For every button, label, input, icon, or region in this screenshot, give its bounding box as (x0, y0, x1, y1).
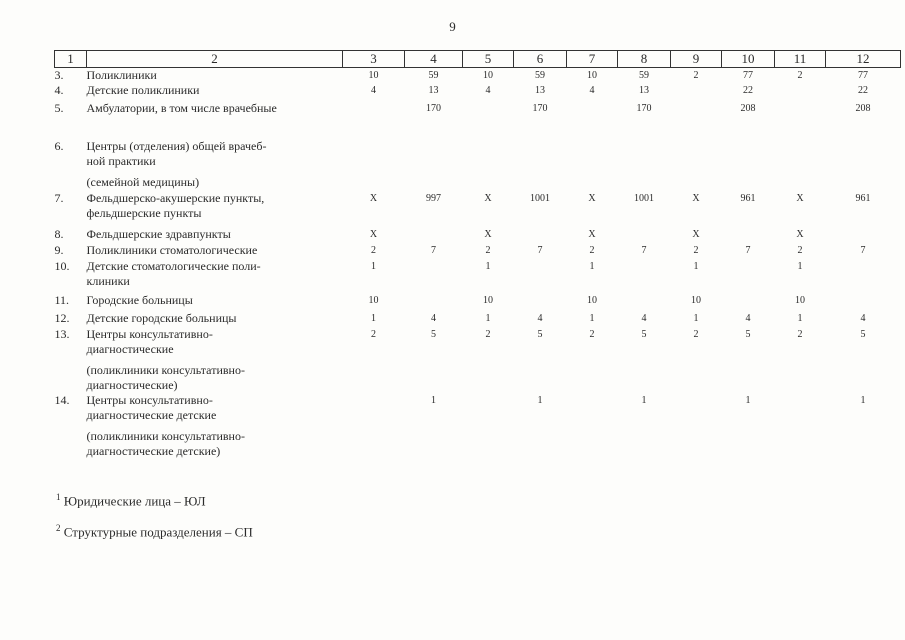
cell-col-9: X (692, 193, 700, 204)
cell-col-10: 5 (745, 329, 751, 340)
row-name (87, 68, 343, 84)
column-header-12: 12 (826, 51, 901, 68)
column-header-1: 1 (55, 51, 87, 68)
cell-col-7: X (588, 193, 596, 204)
cell-col-7: 1 (589, 261, 595, 272)
row-name (87, 293, 343, 311)
cell-col-6: 5 (537, 329, 543, 340)
column-header-11: 11 (775, 51, 826, 68)
table-row (55, 393, 901, 463)
row-name-line: Детские поликлиники (86, 83, 200, 97)
cell-col-4 (405, 139, 463, 191)
cell-col-8: 170 (636, 103, 652, 114)
row-number: 8. (54, 227, 64, 241)
cell-col-4: 13 (428, 85, 439, 96)
cell-col-9: 10 (691, 295, 701, 306)
table-row (55, 68, 901, 84)
row-number: 11. (54, 293, 70, 307)
cell-col-11: 2 (797, 70, 803, 81)
row-name (87, 191, 343, 227)
cell-col-6: 4 (537, 313, 543, 324)
column-header-10: 10 (722, 51, 775, 68)
table-row (55, 83, 901, 101)
cell-col-12: 5 (860, 329, 866, 340)
cell-col-3: 2 (371, 245, 376, 256)
cell-col-8: 59 (639, 70, 649, 81)
cell-col-5 (463, 139, 514, 191)
cell-col-12: 961 (855, 193, 871, 204)
cell-col-4: 5 (431, 329, 436, 340)
row-name-note (87, 363, 343, 393)
cell-col-11: 2 (797, 329, 803, 340)
table-row (55, 259, 901, 293)
cell-col-12: 1 (860, 395, 866, 406)
row-name-note (87, 429, 343, 459)
cell-col-8: 5 (641, 329, 647, 340)
cell-col-4: 1 (431, 395, 436, 406)
cell-col-9: 2 (693, 70, 699, 81)
row-name (87, 139, 343, 191)
row-name-line: Фельдшерско-акушерские пункты, (86, 191, 265, 205)
row-name (87, 327, 343, 393)
cell-col-12: 77 (858, 70, 868, 81)
cell-col-8: 1 (641, 395, 647, 406)
cell-col-12: 7 (860, 245, 866, 256)
cell-col-6 (514, 293, 567, 311)
cell-col-7: 10 (587, 295, 597, 306)
row-number: 12. (54, 311, 70, 325)
cell-col-9: X (692, 229, 700, 240)
facilities-table (54, 50, 901, 463)
cell-col-12: 22 (858, 85, 868, 96)
cell-col-9 (671, 393, 722, 463)
cell-col-8 (618, 259, 671, 293)
row-number: 14. (54, 393, 70, 407)
row-number: 3. (54, 68, 64, 82)
cell-col-12 (826, 227, 901, 243)
row-name-note-line: (поликлиники консультативно- (86, 429, 245, 443)
cell-col-5: 4 (485, 85, 491, 96)
cell-col-5: 2 (485, 329, 491, 340)
cell-col-5 (463, 101, 514, 139)
column-header-2: 2 (87, 51, 343, 68)
cell-col-5: X (484, 229, 492, 240)
cell-col-11: 1 (797, 313, 803, 324)
cell-col-7: 10 (587, 70, 597, 81)
column-header-9: 9 (671, 51, 722, 68)
footnote (56, 523, 253, 540)
cell-col-6: 59 (535, 70, 545, 81)
cell-col-12 (826, 139, 901, 191)
cell-col-4: 59 (428, 70, 439, 81)
cell-col-10: 22 (743, 85, 753, 96)
column-header-8: 8 (618, 51, 671, 68)
cell-col-5: 1 (485, 261, 491, 272)
cell-col-5 (463, 393, 514, 463)
cell-col-10 (722, 259, 775, 293)
cell-col-5: 1 (485, 313, 491, 324)
row-name-line: Городские больницы (86, 293, 193, 307)
cell-col-6: 1 (537, 395, 543, 406)
row-name-line: Детские стоматологические поли- (86, 259, 261, 273)
row-number: 6. (54, 139, 64, 153)
cell-col-11: X (796, 229, 804, 240)
cell-col-11: 10 (795, 295, 805, 306)
row-name (87, 83, 343, 101)
cell-col-7 (567, 101, 618, 139)
row-name-note-line: диагностические) (86, 378, 178, 392)
cell-col-4: 170 (426, 103, 441, 114)
table-row (55, 311, 901, 327)
cell-col-10: 7 (745, 245, 751, 256)
cell-col-9 (671, 139, 722, 191)
cell-col-9: 1 (693, 313, 699, 324)
cell-col-11: X (796, 193, 804, 204)
row-name-line: Центры консультативно- (86, 327, 213, 341)
cell-col-8: 1001 (634, 193, 654, 204)
row-name-note-line: (семейной медицины) (86, 175, 200, 189)
row-name (87, 259, 343, 293)
row-name (87, 243, 343, 259)
cell-col-6 (514, 259, 567, 293)
row-name-line: фельдшерские пункты (86, 206, 202, 220)
cell-col-6: 1001 (530, 193, 550, 204)
column-header-7: 7 (567, 51, 618, 68)
cell-col-7: X (588, 229, 596, 240)
cell-col-10: 208 (740, 103, 756, 114)
row-name-line: Фельдшерские здравпункты (86, 227, 231, 241)
row-number: 5. (54, 101, 64, 115)
row-name-line: Центры (отделения) общей врачеб- (86, 139, 267, 153)
cell-col-5: 2 (485, 245, 491, 256)
cell-col-4 (405, 259, 463, 293)
cell-col-8 (618, 139, 671, 191)
cell-col-12: 4 (860, 313, 866, 324)
row-name (87, 393, 343, 463)
row-name-line: Амбулатории, в том числе врачебные (86, 101, 277, 115)
column-header-3: 3 (343, 51, 405, 68)
table-row (55, 243, 901, 259)
column-header-6: 6 (514, 51, 567, 68)
row-name-line: Поликлиники стоматологические (86, 243, 258, 257)
row-name (87, 101, 343, 139)
cell-col-3: 2 (371, 329, 376, 340)
cell-col-11 (775, 101, 826, 139)
footnote-mark: 1 (56, 492, 61, 502)
row-name-note-line: (поликлиники консультативно- (86, 363, 245, 377)
table-row (55, 293, 901, 311)
header-row (55, 51, 901, 68)
cell-col-10 (722, 293, 775, 311)
cell-col-11 (775, 393, 826, 463)
row-name-line: диагностические детские (86, 408, 217, 422)
row-name-note-line: диагностические детские) (86, 444, 221, 458)
cell-col-3 (343, 139, 405, 191)
cell-col-10: 1 (745, 395, 751, 406)
cell-col-9: 2 (693, 329, 699, 340)
cell-col-8: 4 (641, 313, 647, 324)
cell-col-4: 7 (431, 245, 436, 256)
table-row (55, 101, 901, 139)
row-name-line: Детские городские больницы (86, 311, 237, 325)
row-number: 9. (54, 243, 64, 257)
row-number: 13. (54, 327, 70, 341)
cell-col-7: 1 (589, 313, 595, 324)
cell-col-10: 961 (740, 193, 756, 204)
cell-col-6 (514, 227, 567, 243)
table-row (55, 139, 901, 191)
row-number: 10. (54, 259, 70, 273)
footnote-mark: 2 (56, 523, 61, 534)
cell-col-6: 13 (535, 85, 545, 96)
cell-col-7: 4 (589, 85, 595, 96)
column-header-4: 4 (405, 51, 463, 68)
cell-col-6: 7 (537, 245, 543, 256)
row-name-line: Центры консультативно- (86, 393, 213, 407)
cell-col-9: 2 (693, 245, 699, 256)
cell-col-12 (826, 293, 901, 311)
table-row (55, 191, 901, 227)
cell-col-4 (405, 227, 463, 243)
row-name-line: Поликлиники (86, 68, 157, 82)
row-name (87, 227, 343, 243)
footnote (56, 492, 253, 509)
cell-col-10 (722, 227, 775, 243)
table-body (55, 68, 901, 464)
cell-col-11 (775, 139, 826, 191)
cell-col-9 (671, 101, 722, 139)
cell-col-3: 4 (371, 85, 376, 96)
row-name (87, 311, 343, 327)
page-number: 9 (449, 19, 456, 34)
cell-col-3: 1 (371, 261, 376, 272)
cell-col-7 (567, 393, 618, 463)
footnote-text: Юридические лица – ЮЛ (60, 493, 206, 509)
cell-col-6 (514, 139, 567, 191)
cell-col-10 (722, 139, 775, 191)
row-number: 4. (54, 83, 64, 97)
cell-col-9 (671, 83, 722, 101)
cell-col-12: 208 (855, 103, 871, 114)
cell-col-11: 1 (797, 261, 803, 272)
cell-col-7 (567, 139, 618, 191)
table-row (55, 327, 901, 393)
table-row (55, 227, 901, 243)
cell-col-3: 10 (368, 70, 379, 81)
cell-col-11 (775, 83, 826, 101)
row-number: 7. (54, 191, 64, 205)
cell-col-4: 997 (426, 193, 441, 204)
cell-col-3: X (369, 229, 378, 240)
cell-col-9: 1 (693, 261, 699, 272)
cell-col-11: 2 (797, 245, 803, 256)
cell-col-7: 2 (589, 245, 595, 256)
cell-col-3: X (369, 193, 378, 204)
cell-col-3 (343, 393, 405, 463)
cell-col-8 (618, 293, 671, 311)
cell-col-5: 10 (483, 295, 493, 306)
cell-col-3: 1 (371, 313, 376, 324)
cell-col-10: 4 (745, 313, 751, 324)
row-name-line: клиники (86, 274, 130, 288)
cell-col-8: 13 (639, 85, 649, 96)
cell-col-8: 7 (641, 245, 647, 256)
cell-col-4 (405, 293, 463, 311)
cell-col-5: 10 (483, 70, 493, 81)
cell-col-4: 4 (431, 313, 436, 324)
cell-col-8 (618, 227, 671, 243)
row-name-line: диагностические (86, 342, 174, 356)
cell-col-3: 10 (368, 295, 379, 306)
footnote-text: Структурные подразделения – СП (60, 524, 253, 540)
cell-col-10: 77 (743, 70, 753, 81)
cell-col-12 (826, 259, 901, 293)
row-name-note (87, 175, 343, 190)
column-header-5: 5 (463, 51, 514, 68)
footnotes (56, 492, 253, 555)
row-name-line: ной практики (86, 154, 156, 168)
cell-col-6: 170 (532, 103, 548, 114)
cell-col-7: 2 (589, 329, 595, 340)
cell-col-3 (343, 101, 405, 139)
cell-col-5: X (484, 193, 492, 204)
